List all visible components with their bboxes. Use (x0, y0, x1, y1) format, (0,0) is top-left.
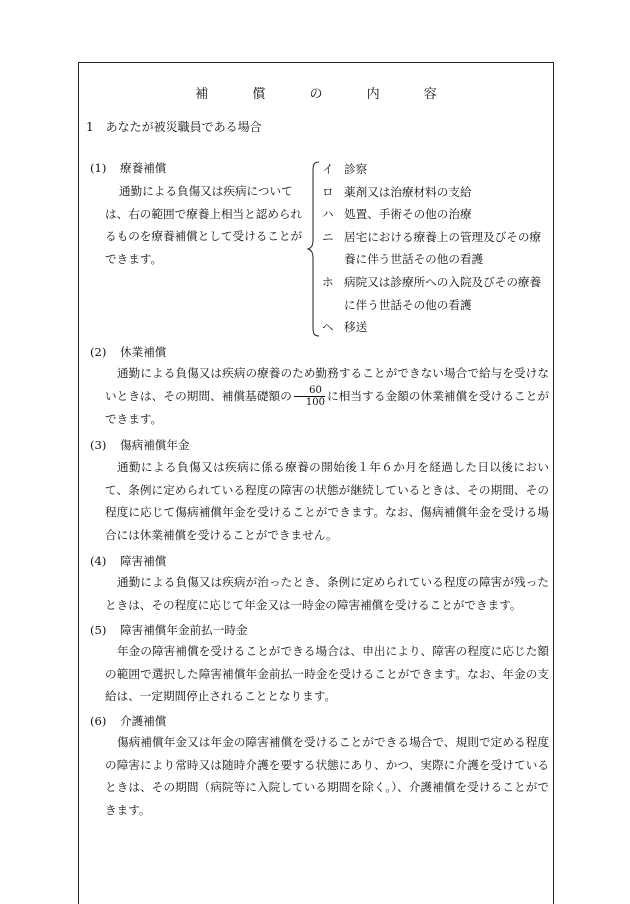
list-text: 薬剤又は治療材料の支給 (344, 184, 472, 199)
item-heading-2 (90, 344, 166, 360)
item-number: (4) (90, 554, 107, 568)
item-title: 休業補償 (120, 345, 167, 359)
list-text: 移送 (344, 320, 368, 335)
text-line: は、右の範囲で療養上相当と認められ (105, 206, 303, 221)
item-heading-1 (90, 160, 166, 176)
list-text: 居宅における療養上の管理及びその療 (344, 229, 542, 244)
list-item (322, 316, 554, 339)
fraction (294, 385, 325, 408)
list-text: 養に伴う世話その他の看護 (344, 252, 484, 267)
paragraph: 傷病補償年金又は年金の障害補償を受けることができる場合で、規則で定める程度の障害により常時又は随時介護を要する状態にあり、かつ、実際に介護を受けているときは、その期間（病院等に入院している期間を除く。）、介護補償を受けることができます。 (105, 735, 549, 817)
item-number: (2) (90, 345, 107, 359)
item-title: 療養補償 (120, 161, 167, 175)
item-4-body (105, 571, 549, 616)
text-line: できます。 (105, 251, 163, 266)
list-text: 処置、手術その他の治療 (344, 207, 472, 222)
list-item (322, 158, 554, 181)
list-text: に伴う世話その他の看護 (344, 297, 472, 312)
list-marker: ヘ (322, 320, 334, 335)
list-item-continued (322, 248, 554, 271)
list-marker: ハ (322, 207, 334, 222)
text-line: 通勤による負傷又は疾病について (119, 184, 293, 198)
list-item (322, 271, 554, 294)
list-text: 病院又は診療所への入院及びその療養 (344, 274, 542, 289)
curly-brace-icon (306, 160, 322, 338)
list-marker: ニ (322, 229, 334, 244)
item-1-body (105, 180, 302, 270)
paragraph: 年金の障害補償を受けることができる場合は、申出により、障害の程度に応じた額の範囲で選択した障害補償年金前払一時金を受けることができます。なお、年金の支給は、一定期間停止されることとなります。 (105, 644, 549, 703)
text-span: に相当する金額の休業補償を受けることができます。 (105, 388, 549, 426)
fraction-numerator: 60 (294, 385, 325, 397)
text-span: 通勤による負傷又は疾病の療養のため勤務することができない場合で給与を受けないときは、その期間、補償基礎額の (105, 366, 549, 403)
item-number: (3) (90, 438, 107, 452)
list-item (322, 203, 554, 226)
item-2-body (105, 362, 549, 431)
list-item-continued (322, 294, 554, 317)
item-heading-3 (90, 437, 190, 453)
list-text: 診察 (344, 162, 368, 176)
text-line: るものを療養補償として受けることが (105, 229, 303, 243)
item-title: 介護補償 (120, 714, 167, 728)
item-title: 障害補償年金前払一時金 (120, 623, 248, 637)
item-number: (6) (90, 714, 107, 728)
item-6-body (105, 731, 549, 821)
list-item (322, 226, 554, 249)
item-5-body (105, 640, 549, 708)
item-number: (1) (90, 161, 107, 175)
item-3-body (105, 456, 549, 546)
list-marker: イ (322, 162, 334, 176)
section-heading: 1 あなたが被災職員である場合 (86, 120, 262, 134)
item-heading-5 (90, 622, 248, 638)
item-title: 傷病補償年金 (120, 438, 190, 452)
paragraph: 通勤による負傷又は疾病に係る療養の開始後１年６か月を経過した日以後において、条例に定められている程度の障害の状態が継続しているときは、その期間、その程度に応じて傷病補償年金を受けることができます。なお、傷病補償年金を受ける場合には休業補償を受けることができません。 (105, 460, 549, 542)
list-item (322, 181, 554, 204)
list-marker: ホ (322, 274, 334, 289)
item-heading-4 (90, 553, 166, 569)
fraction-denominator: 100 (305, 397, 326, 408)
paragraph: 通勤による負傷又は疾病が治ったとき、条例に定められている程度の障害が残ったときは、その程度に応じて年金又は一時金の障害補償を受けることができます。 (105, 575, 549, 612)
item-title: 障害補償 (120, 554, 167, 568)
item-heading-6 (90, 713, 166, 729)
item-number: (5) (90, 623, 107, 637)
medical-scope-list (322, 158, 554, 339)
list-marker: ロ (322, 184, 334, 199)
page-title: 補 償 の 内 容 (195, 87, 457, 102)
